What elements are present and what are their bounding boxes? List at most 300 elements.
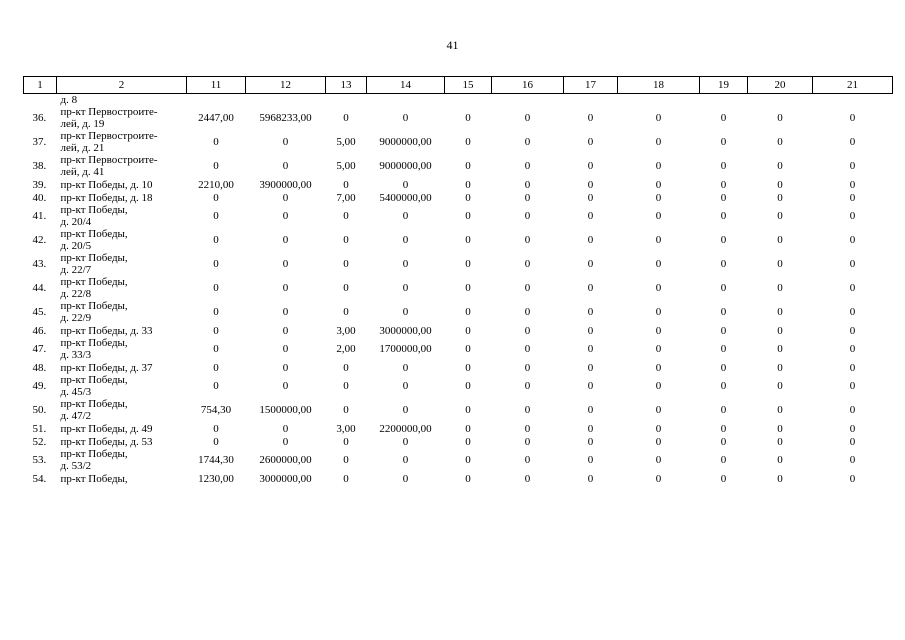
cell-col-17: 0 [587,343,594,355]
cell-col-13: 0 [343,234,349,246]
cell-col-18: 0 [655,472,662,485]
cell-col-16: 0 [524,343,531,355]
cell-col-16: 0 [524,282,531,294]
row-number: 38. [32,160,47,172]
cell-col-18: 0 [655,422,662,435]
cell-col-18: 0 [655,306,662,318]
cell-col-19: 0 [720,112,727,124]
address-line: д. 47/2 [60,410,92,422]
cell-col-12: 2600000,00 [259,454,312,466]
cell-col-14: 0 [402,178,409,191]
cell-col-21: 0 [849,178,856,191]
address-line: пр-кт Первостроите- [60,106,158,118]
cell-col-12: 0 [282,422,289,435]
cell-col-19: 0 [720,136,727,148]
cell-col-21: 0 [849,191,856,204]
cell-col-20: 0 [777,422,783,435]
cell-col-16: 0 [524,422,531,435]
column-header-1: 1 [24,77,57,94]
cell-col-17: 0 [587,282,594,294]
column-header-13: 13 [326,77,367,94]
cell-col-19: 0 [720,404,727,416]
cell-col-18: 0 [655,136,662,148]
cell-col-19: 0 [720,422,727,435]
cell-col-21: 0 [849,258,856,270]
cell-col-18: 0 [655,404,662,416]
cell-col-19: 0 [720,234,727,246]
cell-col-17: 0 [587,472,594,485]
cell-col-12: 0 [282,306,289,318]
address-line: пр-кт Победы, [60,228,128,240]
cell-col-18: 0 [655,435,662,448]
column-header-2: 2 [57,77,187,94]
cell-col-15: 0 [465,282,471,294]
column-header-20: 20 [748,77,813,94]
cell-col-16: 0 [524,404,531,416]
cell-col-19: 0 [720,435,727,448]
table-row [24,398,893,422]
row-number: 39. [32,178,47,191]
cell-col-18: 0 [655,282,662,294]
column-header-15: 15 [445,77,492,94]
address-line: пр-кт Первостроите- [60,154,158,166]
row-address [57,154,187,178]
cell-col-11: 0 [213,258,219,270]
row-number: 51. [32,422,47,435]
row-number: 47. [32,343,47,355]
cell-col-15: 0 [465,178,471,191]
row-address [57,106,187,130]
cell-col-11: 0 [213,210,219,222]
cell-col-18: 0 [655,343,662,355]
cell-col-13: 0 [343,472,349,485]
cell-col-12: 0 [282,324,289,337]
cell-col-19: 0 [720,472,727,485]
cell-col-11: 0 [213,422,219,435]
cell-col-20: 0 [777,160,783,172]
cell-col-12: 0 [282,258,289,270]
cell-col-14: 0 [402,234,409,246]
address-line: пр-кт Победы, [60,252,128,264]
cell-col-17: 0 [587,306,594,318]
cell-col-17: 0 [587,361,594,374]
row-number: 40. [32,191,47,204]
cell-col-12: 0 [282,136,289,148]
cell-col-16: 0 [524,191,531,204]
cell-col-20: 0 [777,404,783,416]
cell-col-15: 0 [465,306,471,318]
cell-col-13: 0 [343,282,349,294]
cell-col-11: 0 [213,380,219,392]
cell-col-13: 0 [343,454,349,466]
address-line: пр-кт Победы, [60,337,128,349]
cell-col-18: 0 [655,380,662,392]
row-address [57,300,187,324]
table-row [24,276,893,300]
cell-col-21: 0 [849,404,856,416]
cell-col-20: 0 [777,454,783,466]
address-line: лей, д. 21 [60,142,105,154]
cell-col-17: 0 [587,178,594,191]
row-address [57,191,187,204]
table-body [24,94,893,486]
address-line: пр-кт Победы, д. 37 [60,361,153,374]
row-number: 46. [32,324,47,337]
cell-col-20: 0 [777,136,783,148]
cell-col-12: 0 [282,380,289,392]
column-header-21: 21 [813,77,893,94]
cell-col-11: 0 [213,343,219,355]
cell-col-13: 0 [343,435,349,448]
cell-col-19: 0 [720,178,727,191]
address-line: лей, д. 19 [60,118,105,130]
cell-col-15: 0 [465,435,471,448]
address-line: д. 20/4 [60,216,92,228]
cell-col-16: 0 [524,454,531,466]
column-header-19: 19 [700,77,748,94]
row-address [57,228,187,252]
cell-col-15: 0 [465,234,471,246]
address-line: д. 45/3 [60,386,92,398]
cell-col-18: 0 [655,178,662,191]
cell-col-15: 0 [465,361,471,374]
cell-col-15: 0 [465,380,471,392]
cell-col-14: 0 [402,380,409,392]
row-number: 45. [32,306,47,318]
cell-col-16: 0 [524,472,531,485]
column-number-header-row [24,77,893,94]
row-address [57,398,187,422]
cell-col-18: 0 [655,210,662,222]
cell-col-12: 0 [282,282,289,294]
cell-col-15: 0 [465,136,471,148]
cell-col-18: 0 [655,160,662,172]
cell-col-19: 0 [720,282,727,294]
row-number: 36. [32,112,47,124]
cell-col-21: 0 [849,234,856,246]
cell-col-17: 0 [587,422,594,435]
table-row [24,106,893,130]
row-address [57,204,187,228]
cell-col-17: 0 [587,112,594,124]
cell-col-11: 0 [213,306,219,318]
cell-col-11: 0 [213,324,219,337]
cell-col-17: 0 [587,380,594,392]
cell-col-16: 0 [524,178,531,191]
cell-col-13: 5,00 [336,136,356,148]
row-number: 37. [32,136,47,148]
address-line: д. 22/7 [60,264,92,276]
cell-col-15: 0 [465,112,471,124]
cell-col-20: 0 [777,361,783,374]
cell-col-21: 0 [849,210,856,222]
cell-col-14: 0 [402,112,409,124]
cell-col-15: 0 [465,343,471,355]
cell-col-13: 0 [343,306,349,318]
row-number: 49. [32,380,47,392]
cell-col-21: 0 [849,282,856,294]
address-line: пр-кт Победы, [60,448,128,460]
address-line: лей, д. 41 [60,166,105,178]
cell-col-15: 0 [465,472,471,485]
row-address [57,337,187,361]
cell-col-14: 1700000,00 [379,343,432,355]
row-address [57,276,187,300]
cell-col-16: 0 [524,234,531,246]
cell-col-16: 0 [524,258,531,270]
page-number: 41 [446,38,459,52]
address-line: д. 33/3 [60,349,92,361]
row-address [57,252,187,276]
address-line: д. 20/5 [60,240,92,252]
table-row [24,228,893,252]
cell-col-11: 1230,00 [198,472,234,485]
address-line: пр-кт Победы, [60,204,128,216]
address-line: пр-кт Победы, [60,300,128,312]
cell-col-14: 0 [402,282,409,294]
cell-col-17: 0 [587,258,594,270]
cell-col-14: 5400000,00 [379,191,432,204]
cell-col-20: 0 [777,435,783,448]
table-row [24,422,893,435]
cell-col-15: 0 [465,191,471,204]
cell-col-13: 0 [343,112,349,124]
row-number: 54. [32,472,47,485]
cell-col-16: 0 [524,112,531,124]
cell-col-21: 0 [849,324,856,337]
cell-col-17: 0 [587,324,594,337]
address-line: пр-кт Победы, д. 53 [60,435,153,448]
cell-col-11: 0 [213,191,219,204]
cell-col-15: 0 [465,324,471,337]
address-line: пр-кт Победы, [60,398,128,410]
row-address [57,130,187,154]
table-row [24,374,893,398]
column-header-16: 16 [492,77,564,94]
cell-col-11: 1744,30 [198,454,234,466]
cell-col-13: 0 [343,380,349,392]
continuation-address: д. 8 [60,94,78,106]
cell-col-21: 0 [849,361,856,374]
cell-col-18: 0 [655,454,662,466]
cell-col-11: 2210,00 [198,178,234,191]
row-number: 43. [32,258,47,270]
cell-col-21: 0 [849,160,856,172]
address-line: пр-кт Победы, д. 18 [60,191,153,204]
cell-col-14: 0 [402,210,409,222]
cell-col-16: 0 [524,160,531,172]
cell-col-18: 0 [655,234,662,246]
address-line: пр-кт Победы, [60,472,128,485]
cell-col-16: 0 [524,136,531,148]
cell-col-15: 0 [465,454,471,466]
cell-col-14: 0 [402,435,409,448]
cell-col-15: 0 [465,258,471,270]
cell-col-14: 0 [402,404,409,416]
cell-col-13: 3,00 [336,324,356,337]
address-line: д. 22/8 [60,288,92,300]
cell-col-19: 0 [720,324,727,337]
table-row [24,361,893,374]
table-row [24,130,893,154]
cell-col-11: 0 [213,160,219,172]
cell-col-14: 2200000,00 [379,422,432,435]
row-address [57,472,187,485]
cell-col-20: 0 [777,343,783,355]
cell-col-18: 0 [655,191,662,204]
address-line: пр-кт Победы, [60,374,128,386]
cell-col-18: 0 [655,112,662,124]
address-line: д. 22/9 [60,312,92,324]
cell-col-15: 0 [465,422,471,435]
table-row [24,204,893,228]
cell-col-13: 2,00 [336,343,356,355]
table-row [24,252,893,276]
cell-col-20: 0 [777,472,783,485]
cell-col-15: 0 [465,160,471,172]
cell-col-21: 0 [849,306,856,318]
cell-col-19: 0 [720,191,727,204]
cell-col-13: 0 [343,404,349,416]
cell-col-17: 0 [587,435,594,448]
cell-col-17: 0 [587,404,594,416]
cell-col-11: 0 [213,282,219,294]
column-header-17: 17 [564,77,618,94]
cell-col-20: 0 [777,324,783,337]
cell-col-14: 3000000,00 [379,324,432,337]
table-row [24,472,893,485]
cell-col-20: 0 [777,306,783,318]
cell-col-20: 0 [777,258,783,270]
table-row [24,154,893,178]
address-line: пр-кт Победы, д. 33 [60,324,153,337]
cell-col-18: 0 [655,258,662,270]
cell-col-21: 0 [849,435,856,448]
cell-col-20: 0 [777,112,783,124]
cell-col-11: 2447,00 [198,112,234,124]
cell-col-16: 0 [524,324,531,337]
table-row [24,191,893,204]
continuation-row [24,94,893,107]
cell-col-13: 0 [343,210,349,222]
cell-col-12: 0 [282,361,289,374]
row-number: 50. [32,404,47,416]
cell-col-21: 0 [849,380,856,392]
cell-col-20: 0 [777,234,783,246]
table-row [24,448,893,472]
row-number: 52. [32,435,47,448]
cell-col-12: 0 [282,191,289,204]
cell-col-11: 0 [213,136,219,148]
cell-col-14: 0 [402,361,409,374]
cell-col-20: 0 [777,178,783,191]
row-number: 41. [32,210,47,222]
cell-col-12: 5968233,00 [259,112,312,124]
cell-col-16: 0 [524,210,531,222]
address-line: д. 53/2 [60,460,92,472]
cell-col-13: 0 [343,178,349,191]
cell-col-21: 0 [849,112,856,124]
row-address [57,422,187,435]
cell-col-19: 0 [720,258,727,270]
cell-col-13: 3,00 [336,422,356,435]
cell-col-17: 0 [587,136,594,148]
cell-col-19: 0 [720,210,727,222]
cell-col-16: 0 [524,435,531,448]
cell-col-11: 0 [213,435,219,448]
row-number: 44. [32,282,47,294]
row-address [57,374,187,398]
row-number: 48. [32,361,47,374]
cell-col-21: 0 [849,454,856,466]
cell-col-19: 0 [720,380,727,392]
cell-col-21: 0 [849,472,856,485]
cell-col-12: 3900000,00 [259,178,312,191]
table-row [24,178,893,191]
cell-col-16: 0 [524,380,531,392]
cell-col-20: 0 [777,210,783,222]
cell-col-21: 0 [849,343,856,355]
cell-col-19: 0 [720,306,727,318]
cell-col-15: 0 [465,404,471,416]
column-header-14: 14 [367,77,445,94]
cell-col-17: 0 [587,191,594,204]
address-line: пр-кт Первостроите- [60,130,158,142]
row-address [57,178,187,191]
cell-col-11: 0 [213,361,219,374]
address-line: пр-кт Победы, д. 49 [60,422,153,435]
column-header-11: 11 [187,77,246,94]
cell-col-20: 0 [777,191,783,204]
row-address [57,324,187,337]
cell-col-19: 0 [720,454,727,466]
cell-col-11: 754,30 [200,404,232,416]
cell-col-14: 9000000,00 [379,160,432,172]
row-address [57,361,187,374]
cell-col-12: 0 [282,435,289,448]
address-line: пр-кт Победы, д. 10 [60,178,153,191]
cell-col-16: 0 [524,361,531,374]
cell-col-14: 0 [402,258,409,270]
row-address [57,448,187,472]
cell-col-14: 0 [402,454,409,466]
cell-col-13: 0 [343,258,349,270]
cell-col-17: 0 [587,454,594,466]
table-row [24,300,893,324]
address-line: пр-кт Победы, [60,276,128,288]
cell-col-19: 0 [720,160,727,172]
data-table [23,76,893,485]
cell-col-18: 0 [655,361,662,374]
cell-col-17: 0 [587,160,594,172]
cell-col-13: 0 [343,361,349,374]
cell-col-13: 7,00 [336,191,356,204]
cell-col-14: 0 [402,472,409,485]
cell-col-21: 0 [849,422,856,435]
cell-col-18: 0 [655,324,662,337]
cell-col-19: 0 [720,361,727,374]
cell-col-12: 0 [282,343,289,355]
cell-col-14: 0 [402,306,409,318]
cell-col-19: 0 [720,343,727,355]
row-number: 53. [32,454,47,466]
cell-col-17: 0 [587,234,594,246]
cell-col-12: 1500000,00 [259,404,312,416]
row-address [57,435,187,448]
cell-col-17: 0 [587,210,594,222]
column-header-18: 18 [618,77,700,94]
cell-col-12: 3000000,00 [259,472,312,485]
